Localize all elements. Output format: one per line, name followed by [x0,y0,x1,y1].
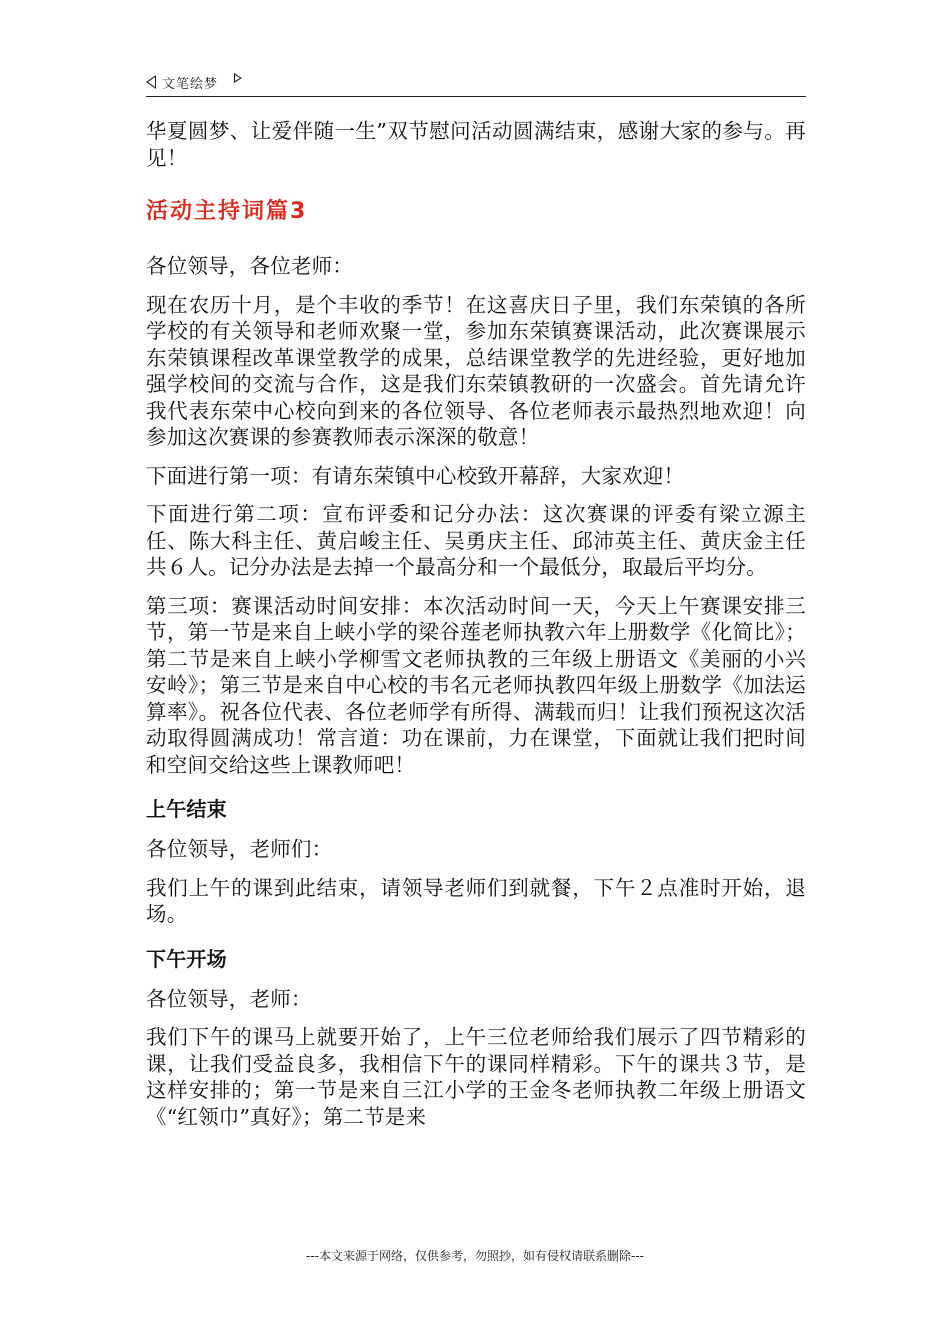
greeting-afternoon: 各位领导，老师： [146,986,312,1011]
brand-name: 文笔绘梦 [162,77,219,92]
paragraph-item-two: 下面进行第二项：宣布评委和记分办法：这次赛课的评委有梁立源主任、陈大科主任、黄启峻主任、吴勇庆主任、邱沛英主任、黄庆金主任共６人。记分办法是去掉一个最高分和一个最低分，取最后平均分。 [146,502,806,579]
page-header [146,70,806,97]
paragraph-morning-end: 我们上午的课到此结束，请领导老师们到就餐，下午２点准时开始，退场。 [146,875,806,926]
right-triangle-icon [234,73,242,83]
document-body [146,118,806,1142]
paragraph-opening-welcome: 现在农历十月，是个丰收的季节！在这喜庆日子里，我们东荣镇的各所学校的有关领导和老师欢聚一堂，参加东荣镇赛课活动，此次赛课展示东荣镇课程改革课堂教学的成果，总结课堂教学的先进经验，更好地加强学校间的交流与合作，这是我们东荣镇教研的一次盛会。首先请允许我代表东荣中心校向到来的各位领导、各位老师表示最热烈地欢迎！向参加这次赛课的参赛教师表示深深的敬意！ [146,292,806,449]
paragraph-afternoon-open: 我们下午的课马上就要开始了，上午三位老师给我们展示了四节精彩的课，让我们受益良多，我相信下午的课同样精彩。下午的课共３节，是这样安排的；第一节是来自三江小学的王金冬老师执教二年级上册语文《“红领巾”真好》；第二节是来 [146,1025,806,1129]
intro-paragraph: 华夏圆梦、让爱伴随一生”双节慰问活动圆满结束，感谢大家的参与。再见！ [146,119,806,170]
paragraph-item-one: 下面进行第一项：有请东荣镇中心校致开幕辞，大家欢迎！ [146,463,685,488]
paragraph-item-three: 第三项：赛课活动时间安排：本次活动时间一天，今天上午赛课安排三节，第一节是来自上峡小学的梁谷莲老师执教六年上册数学《化简比》；第二节是来自上峡小学柳雪文老师执教的三年级上册语文《美丽的小兴安岭》；第三节是来自中心校的韦名元老师执教四年级上册数学《加法运算率》。祝各位代表、各位老师学有所得、满载而归！让我们预祝这次活动取得圆满成功！常言道：功在课前，力在课堂，下面就让我们把时间和空间交给这些上课教师吧！ [146,593,806,777]
subtitle-afternoon-open: 下午开场 [146,946,227,971]
greeting-morning-end: 各位领导，老师们： [146,837,333,861]
footer-disclaimer: ---本文来源于网络，仅供参考，勿照抄，如有侵权请联系删除--- [306,1249,644,1263]
section-title: 活动主持词篇3 [146,199,308,224]
subtitle-morning-end: 上午结束 [146,797,227,821]
left-triangle-icon [146,75,156,89]
greeting-leaders-teachers: 各位领导，各位老师： [146,254,353,278]
